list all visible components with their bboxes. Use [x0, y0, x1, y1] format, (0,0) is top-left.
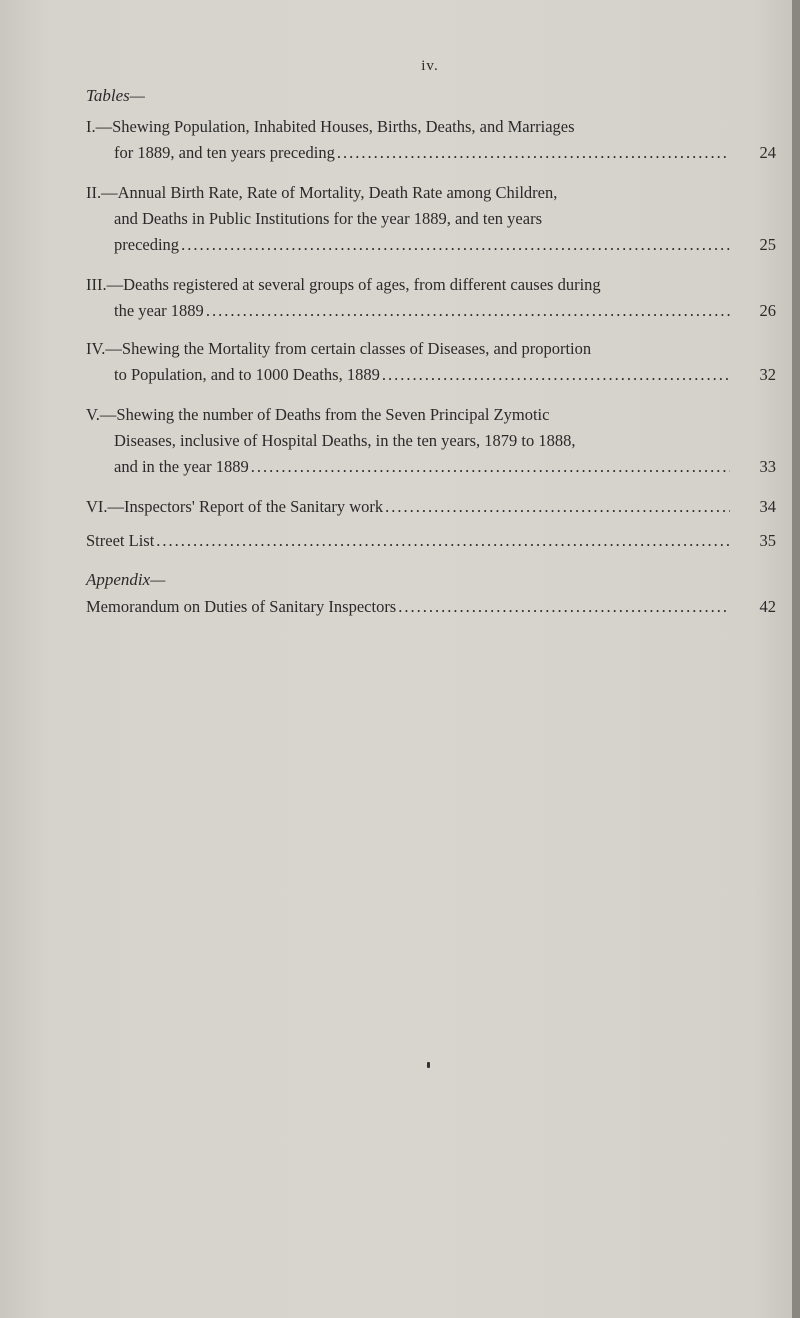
page-number: iv.	[421, 58, 439, 74]
dot-leader	[398, 594, 730, 620]
toc-entry-street-list	[86, 528, 776, 554]
toc-entry-text: preceding	[114, 235, 180, 254]
toc-entry-text: Diseases, inclusive of Hospital Deaths, in the ten years, 1879 to 1888,	[114, 431, 576, 450]
toc-entry-text: IV.—Shewing the Mortality from certain classes of Diseases, and proportion	[86, 339, 592, 358]
toc-entry-text: V.—Shewing the number of Deaths from the Seven Principal Zymotic	[86, 405, 550, 424]
toc-entry-text: the year 1889	[114, 301, 204, 320]
dot-leader	[385, 494, 730, 520]
toc-entry-table-3	[86, 272, 776, 324]
page-reference: 42	[759, 597, 776, 616]
dot-leader	[206, 298, 730, 324]
dot-leader	[181, 232, 730, 258]
dot-leader	[156, 528, 730, 554]
toc-entry-text: Memorandum on Duties of Sanitary Inspectors	[86, 597, 397, 616]
toc-entry-text: and Deaths in Public Institutions for the year 1889, and ten years	[114, 209, 542, 228]
page-reference: 25	[759, 235, 776, 254]
toc-entry-text: to Population, and to 1000 Deaths, 1889	[114, 365, 380, 384]
toc-entry-table-1	[86, 114, 776, 166]
page-reference: 24	[759, 143, 776, 162]
tables-heading: Tables—	[86, 86, 145, 105]
toc-entry-text: and in the year 1889	[114, 457, 249, 476]
toc-entry-text: I.—Shewing Population, Inhabited Houses, Births, Deaths, and Marriages	[86, 117, 575, 136]
toc-entry-table-5	[86, 402, 776, 480]
ink-speck	[427, 1062, 430, 1068]
appendix-heading: Appendix—	[86, 570, 166, 589]
page-edge	[792, 0, 800, 1318]
toc-entry-table-4	[86, 336, 776, 388]
dot-leader	[337, 140, 730, 166]
toc-entry-text: III.—Deaths registered at several groups of ages, from different causes during	[86, 275, 601, 294]
page-reference: 34	[759, 497, 776, 516]
dot-leader	[382, 362, 730, 388]
toc-entry-text: for 1889, and ten years preceding	[114, 143, 335, 162]
page-reference: 33	[759, 457, 776, 476]
dot-leader	[251, 454, 730, 480]
toc-entry-text: VI.—Inspectors' Report of the Sanitary work	[86, 497, 384, 516]
page-reference: 35	[759, 531, 776, 550]
toc-entry-appendix	[86, 594, 776, 620]
toc-entry-text: II.—Annual Birth Rate, Rate of Mortality, Death Rate among Children,	[86, 183, 558, 202]
page-reference: 32	[759, 365, 776, 384]
toc-entry-table-2	[86, 180, 776, 258]
page-reference: 26	[759, 301, 776, 320]
toc-entry-text: Street List	[86, 531, 155, 550]
toc-entry-table-6	[86, 494, 776, 520]
